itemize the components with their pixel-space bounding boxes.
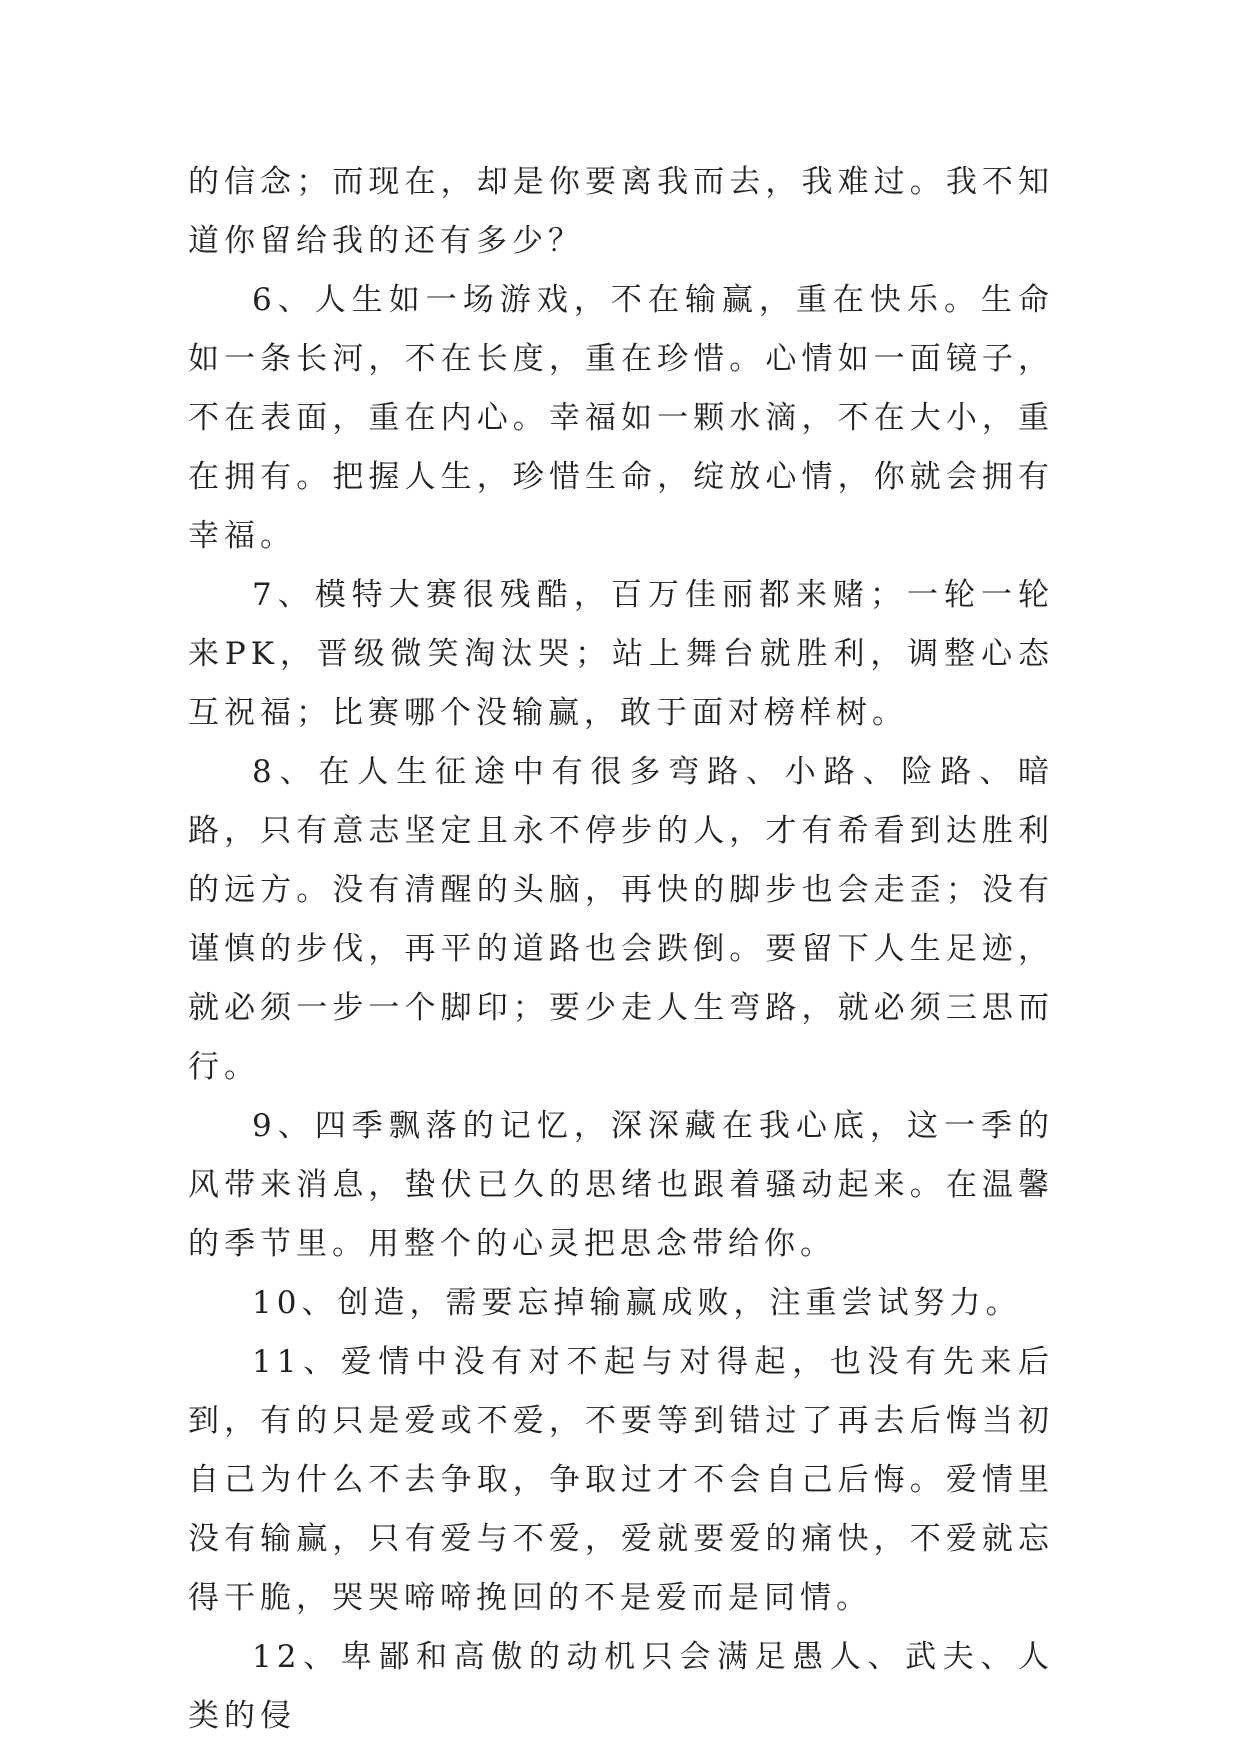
paragraph-8: 8、在人生征途中有很多弯路、小路、险路、暗路，只有意志坚定且永不停步的人，才有希看到达胜利的远方。没有清醒的头脑，再快的脚步也会走歪；没有谨慎的步伐，再平的道路也会跌倒。要留下人生足迹，就必须一步一个脚印；要少走人生弯路，就必须三思而行。 [188,754,1054,1085]
paragraph-10: 10、创造，需要忘掉输赢成败，注重尝试努力。 [252,1285,1022,1321]
document-body [188,153,1054,1746]
paragraph-11: 11、爱情中没有对不起与对得起，也没有先来后到，有的只是爱或不爱，不要等到错过了再去后悔当初自己为什么不去争取，争取过才不会自己后悔。爱情里没有输赢，只有爱与不爱，爱就要爱的痛快，不爱就忘得干脆，哭哭啼啼挽回的不是爱而是同情。 [188,1344,1054,1616]
paragraph-6: 6、人生如一场游戏，不在输赢，重在快乐。生命如一条长河，不在长度，重在珍惜。心情如一面镜子，不在表面，重在内心。幸福如一颗水滴，不在大小，重在拥有。把握人生，珍惜生命，绽放心情，你就会拥有幸福。 [188,282,1054,554]
paragraph-continuation: 的信念；而现在，却是你要离我而去，我难过。我不知道你留给我的还有多少？ [188,164,1054,259]
paragraph-7: 7、模特大赛很残酷，百万佳丽都来赌；一轮一轮来PK，晋级微笑淘汰哭；站上舞台就胜利，调整心态互祝福；比赛哪个没输赢，敢于面对榜样树。 [188,577,1054,731]
paragraph-9: 9、四季飘落的记忆，深深藏在我心底，这一季的风带来消息，蛰伏已久的思绪也跟着骚动起来。在温馨的季节里。用整个的心灵把思念带给你。 [188,1108,1054,1262]
paragraph-12: 12、卑鄙和高傲的动机只会满足愚人、武夫、人类的侵 [188,1639,1054,1734]
